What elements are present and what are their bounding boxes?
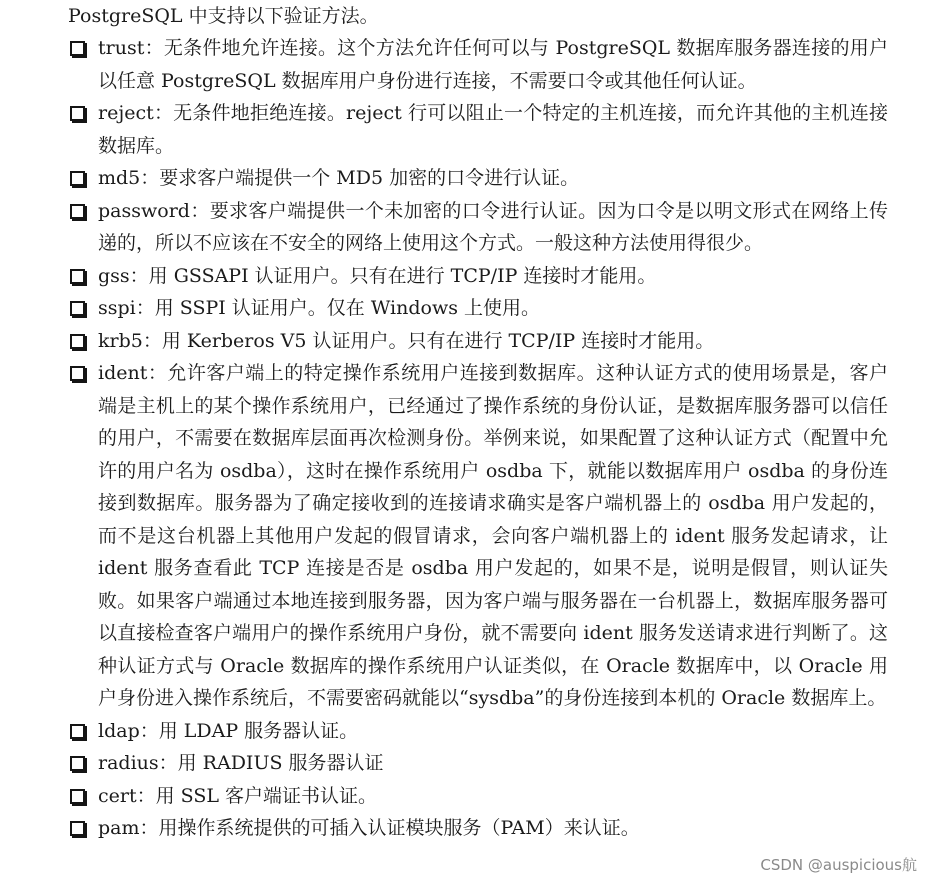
list-item-text: ident：允许客户端上的特定操作系统用户连接到数据库。这种认证方式的使用场景是，客户端是主机上的某个操作系统用户，已经通过了操作系统的身份认证，是数据库服务器可以信任的用户，不需要在数据库层面再次检测身份。举例来说，如果配置了这种认证方式（配置中允许的用户名为 osdba），这时在操作系统用户 osdba 下，就能以数据库用户 osdba 的身份连接到数据库。服务器为了确定接收到的连接请求确实是客户端机器上的 osdba 用户发起的，而不是这台机器上其他用户发起的假冒请求，会向客户端机器上的 ident 服务发起请求，让 ident 服务查看此 TCP 连接是否是 osdba 用户发起的，如果不是，说明是假冒，则认证失败。如果客户端通过本地连接到服务器，因为客户端与服务器在一台机器上，数据库服务器可以直接检查客户端用户的操作系统用户身份，就不需要向 ident 服务发送请求进行判断了。这种认证方式与 Oracle 数据库的操作系统用户认证类似，在 Oracle 数据库中，以 Oracle 用户身份进入操作系统后，不需要密码就能以“sysdba”的身份连接到本机的 Oracle 数据库上。 [98,362,888,709]
checkbox-square-icon [70,789,85,804]
list-item-sspi [68,292,888,325]
list-item-reject [68,97,888,162]
checkbox-square-icon [70,756,85,771]
list-item-pam [68,812,888,845]
list-item-text: gss：用 GSSAPI 认证用户。只有在进行 TCP/IP 连接时才能用。 [98,264,657,287]
checkbox-square-icon [70,204,85,219]
auth-methods-list [68,32,888,845]
list-item-text: pam：用操作系统提供的可插入认证模块服务（PAM）来认证。 [98,817,640,839]
list-item-ident [68,357,888,715]
list-item-text: trust：无条件地允许连接。这个方法允许任何可以与 PostgreSQL 数据库服务器连接的用户以任意 PostgreSQL 数据库用户身份进行连接，不需要口令或其他任何认证。 [98,37,888,92]
list-item-cert [68,780,888,813]
list-item-text: reject：无条件地拒绝连接。reject 行可以阻止一个特定的主机连接，而允许其他的主机连接数据库。 [98,102,888,157]
checkbox-square-icon [70,171,85,186]
checkbox-square-icon [70,301,85,316]
intro-paragraph: PostgreSQL 中支持以下验证方法。 [68,5,379,27]
checkbox-square-icon [70,334,85,349]
list-item-text: radius：用 RADIUS 服务器认证 [98,752,384,774]
list-item-text: md5：要求客户端提供一个 MD5 加密的口令进行认证。 [98,167,580,189]
checkbox-square-icon [70,366,85,381]
list-item-text: ldap：用 LDAP 服务器认证。 [98,719,359,742]
list-item-text: sspi：用 SSPI 认证用户。仅在 Windows 上使用。 [98,297,541,319]
list-item-ldap [68,715,888,748]
list-item-text: cert：用 SSL 客户端证书认证。 [98,784,377,807]
list-item-md5 [68,162,888,195]
list-item-text: krb5：用 Kerberos V5 认证用户。只有在进行 TCP/IP 连接时才能用。 [98,329,715,352]
checkbox-square-icon [70,821,85,836]
list-item-gss [68,260,888,293]
list-item-krb5 [68,325,888,358]
checkbox-square-icon [70,724,85,739]
list-item-text: password：要求客户端提供一个未加密的口令进行认证。因为口令是以明文形式在网络上传递的，所以不应该在不安全的网络上使用这个方式。一般这种方法使用得很少。 [98,199,888,254]
checkbox-square-icon [70,269,85,284]
checkbox-square-icon [70,106,85,121]
checkbox-square-icon [70,41,85,56]
list-item-trust [68,32,888,97]
list-item-radius [68,747,888,780]
watermark: CSDN @auspicious航 [760,856,917,874]
list-item-password [68,195,888,260]
